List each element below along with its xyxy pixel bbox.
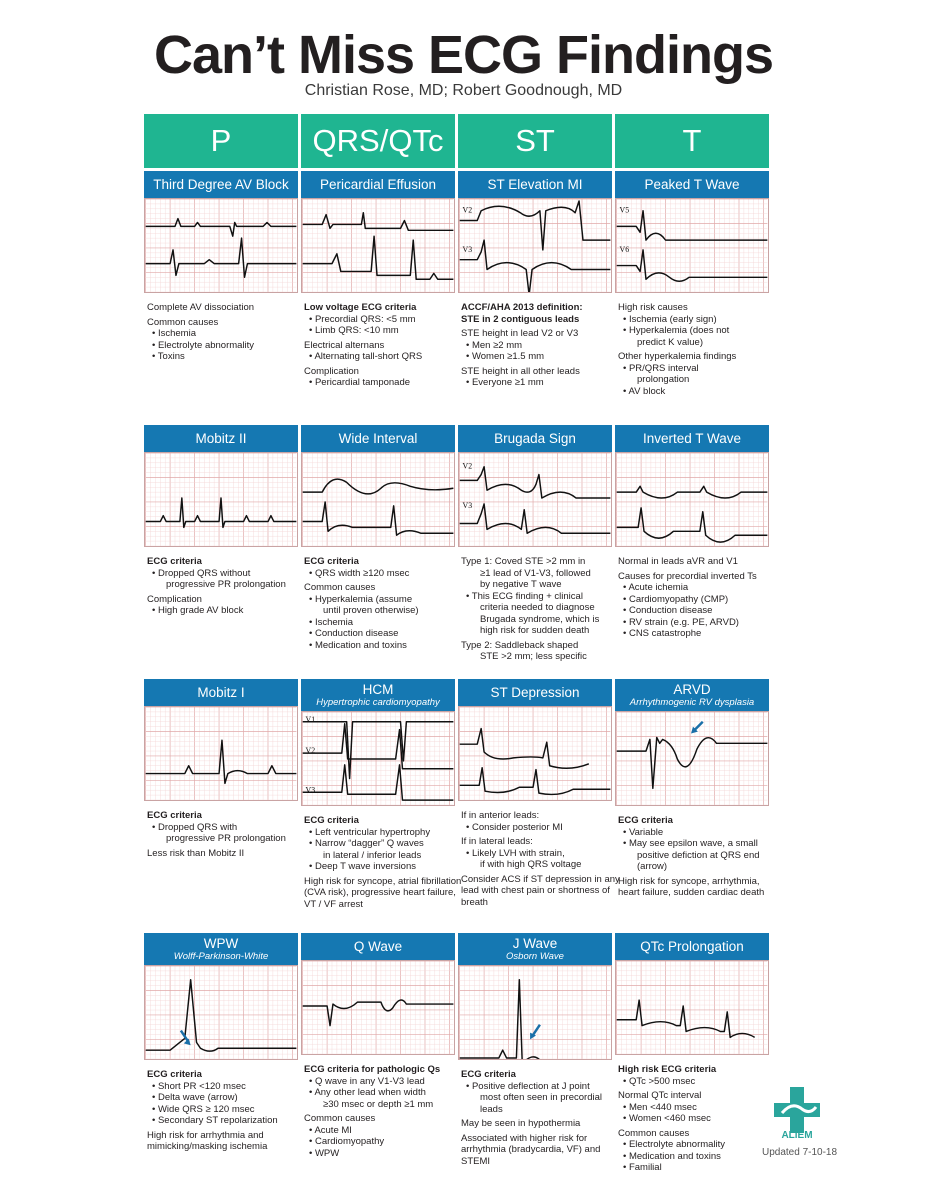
paragraph: Consider ACS if ST depression in any lead with chest pain or shortness of breath xyxy=(461,873,620,908)
bullet-item: • Acute ichemia xyxy=(623,582,689,593)
card-subtitle: Wolff-Parkinson-White xyxy=(173,951,269,962)
bullet-item: • Dropped QRS without xyxy=(152,567,251,579)
page-title: Can’t Miss ECG Findings xyxy=(153,25,774,85)
paragraph: Associated with higher risk for arrhythmia (bradycardia, VF) and STEMI xyxy=(461,1132,601,1167)
finding-card xyxy=(144,679,298,859)
card-title: Q Wave xyxy=(353,939,403,954)
bullet-continuation: positive defiction at QRS end xyxy=(637,849,760,861)
bullet-item: • Hyperkalemia (assume xyxy=(309,593,413,605)
card-description xyxy=(458,556,621,663)
bullet-continuation: (arrow) xyxy=(637,861,668,872)
finding-card xyxy=(458,679,620,908)
card-description xyxy=(301,556,464,651)
criteria-heading: ECG criteria xyxy=(618,815,673,826)
paragraph: High risk for syncope, atrial fibrillation (CVA risk), progressive heart failure, VT / VF arrest xyxy=(304,875,462,910)
lead-label: V2 xyxy=(462,461,473,471)
ecg-trace xyxy=(303,765,454,800)
bullet-item: • Men ≥2 mm xyxy=(466,339,523,351)
paragraph: STE height in all other leads xyxy=(461,365,580,377)
bullet-item: • Consider posterior MI xyxy=(466,821,563,833)
bullet-continuation: ≥30 msec or depth ≥1 mm xyxy=(323,1098,434,1110)
card-title: Mobitz II xyxy=(195,431,247,446)
card-title: J Wave xyxy=(512,936,558,951)
card-description xyxy=(144,302,307,363)
paragraph: STE height in lead V2 or V3 xyxy=(461,328,579,339)
bullet-item: • Likely LVH with strain, xyxy=(466,847,565,859)
bullet-item: • Women <460 msec xyxy=(623,1113,711,1124)
ecg-trace xyxy=(303,479,454,494)
card-title-bar xyxy=(615,933,769,960)
criteria-heading: ECG criteria for pathologic Qs xyxy=(304,1064,441,1075)
bullet-item: • High grade AV block xyxy=(152,605,244,616)
bullet-item: • Ischemia xyxy=(152,328,196,339)
bullet-item: • Secondary ST repolarization xyxy=(152,1115,278,1126)
card-description xyxy=(301,302,464,389)
card-title-bar xyxy=(615,425,769,452)
bullet-continuation: Brugada syndrome, which is xyxy=(480,613,600,625)
logo-text: ALiEM xyxy=(781,1130,813,1141)
ecg-strip xyxy=(301,711,455,806)
card-title-bar xyxy=(301,679,455,711)
paragraph: If in lateral leads: xyxy=(461,836,533,847)
paragraph: Less risk than Mobitz II xyxy=(147,847,245,859)
ecg-trace xyxy=(303,1000,454,1026)
card-title-bar xyxy=(458,679,612,706)
bullet-item: • Hyperkalemia (does not xyxy=(623,325,730,336)
card-description xyxy=(144,1069,307,1153)
bullet-item: • Electrolyte abnormality xyxy=(623,1139,726,1150)
card-description xyxy=(615,556,778,640)
card-title: Brugada Sign xyxy=(494,431,576,446)
bullet-item: • Left ventricular hypertrophy xyxy=(309,826,431,838)
lead-label: V3 xyxy=(462,244,473,254)
authors-line: Christian Rose, MD; Robert Goodnough, MD xyxy=(304,82,623,99)
bullet-item: • Short PR <120 msec xyxy=(152,1080,246,1092)
lead-label: V2 xyxy=(305,746,316,756)
card-title-bar xyxy=(301,171,455,198)
ecg-strip xyxy=(458,706,612,801)
paragraph: Common causes xyxy=(147,316,219,328)
card-title-bar xyxy=(301,425,455,452)
paragraph: Causes for precordial inverted Ts xyxy=(618,570,757,582)
ecg-strip xyxy=(144,706,298,801)
bullet-continuation: progressive PR prolongation xyxy=(166,833,286,844)
card-title: QTc Prolongation xyxy=(640,939,744,954)
bullet-item: • Conduction disease xyxy=(623,605,713,616)
bullet-item: • May see epsilon wave, a small xyxy=(623,838,758,849)
criteria-heading: High risk ECG criteria xyxy=(618,1064,717,1075)
bullet-continuation: most often seen in precordial xyxy=(480,1092,602,1103)
bullet-item: • QRS width ≥120 msec xyxy=(309,567,410,579)
criteria-heading: ECG criteria xyxy=(147,810,202,821)
bullet-item: • Conduction disease xyxy=(309,628,399,639)
bullet-item: • Narrow “dagger” Q waves xyxy=(309,838,424,849)
ecg-strip xyxy=(301,452,455,547)
lead-label: V2 xyxy=(462,205,473,215)
bullet-continuation: progressive PR prolongation xyxy=(166,579,286,590)
ecg-trace xyxy=(460,504,611,533)
bullet-item: • Everyone ≥1 mm xyxy=(466,377,544,388)
bullet-item: • Any other lead when width xyxy=(309,1087,426,1098)
lead-label: V1 xyxy=(305,714,316,724)
bullet-continuation: predict K value) xyxy=(637,336,704,348)
card-title: Pericardial Effusion xyxy=(319,177,437,192)
bullet-item: • Deep T wave inversions xyxy=(309,861,417,872)
card-title-bar xyxy=(144,425,298,452)
card-title: Inverted T Wave xyxy=(642,431,742,446)
card-description xyxy=(144,556,307,617)
card-title: Mobitz I xyxy=(197,685,245,700)
bullet-continuation: criteria needed to diagnose xyxy=(480,602,595,613)
bullet-continuation: prolongation xyxy=(637,374,690,385)
ecg-strip xyxy=(615,960,769,1055)
card-description xyxy=(458,302,621,389)
paragraph: High risk causes xyxy=(618,302,688,313)
paragraph: Complete AV dissociation xyxy=(147,302,255,313)
bullet-continuation: STE >2 mm; less specific xyxy=(480,651,587,662)
card-title-bar xyxy=(458,425,612,452)
card-title: HCM xyxy=(362,682,394,697)
bullet-item: • Positive deflection at J point xyxy=(466,1080,590,1092)
ecg-trace xyxy=(303,722,454,779)
column-header-p: P xyxy=(144,114,298,168)
card-title: Third Degree AV Block xyxy=(153,177,289,192)
finding-card xyxy=(458,425,612,663)
ecg-strip xyxy=(615,198,769,293)
paragraph: Common causes xyxy=(304,1113,376,1124)
criteria-heading: ECG criteria xyxy=(147,556,202,567)
lead-label: V3 xyxy=(305,785,316,795)
bullet-continuation: by negative T wave xyxy=(480,579,562,590)
card-description xyxy=(615,1064,778,1174)
bullet-item: • Electrolyte abnormality xyxy=(152,339,255,351)
criteria-heading: STE in 2 contiguous leads xyxy=(461,313,580,325)
finding-card xyxy=(615,425,769,640)
bullet-item: • PR/QRS interval xyxy=(623,362,699,374)
ecg-trace xyxy=(460,768,611,795)
finding-card xyxy=(615,933,769,1174)
ecg-strip xyxy=(615,452,769,547)
card-description xyxy=(458,810,621,908)
bullet-continuation: in lateral / inferior leads xyxy=(323,849,422,861)
bullet-continuation: ≥1 lead of V1-V3, followed xyxy=(480,567,591,579)
card-title: ST Depression xyxy=(490,685,580,700)
card-title: WPW xyxy=(203,936,239,951)
card-title-bar xyxy=(301,933,455,960)
bullet-item: • Toxins xyxy=(152,351,185,362)
ecg-trace xyxy=(617,250,768,281)
bullet-item: • QTc >500 msec xyxy=(623,1075,696,1087)
lead-label: V5 xyxy=(619,205,630,215)
card-title-bar xyxy=(144,171,298,198)
card-title: ARVD xyxy=(673,682,711,697)
bullet-item: • Acute MI xyxy=(309,1124,352,1136)
paragraph: Common causes xyxy=(618,1127,690,1139)
card-title: Wide Interval xyxy=(338,431,418,446)
paragraph: Electrical alternans xyxy=(304,339,385,351)
card-subtitle: Osborn Wave xyxy=(506,951,564,962)
ecg-trace xyxy=(617,737,768,788)
ecg-trace xyxy=(146,498,297,527)
bullet-item: • Familial xyxy=(623,1162,662,1173)
bullet-item: • Precordial QRS: <5 mm xyxy=(309,313,416,325)
ecg-trace xyxy=(460,201,611,250)
bullet-item: • CNS catastrophe xyxy=(623,628,702,639)
bullet-item: • Wide QRS ≥ 120 msec xyxy=(152,1103,255,1115)
ecg-trace xyxy=(617,508,768,542)
bullet-item: • Men <440 msec xyxy=(623,1101,697,1113)
finding-card xyxy=(615,171,769,397)
finding-card xyxy=(301,425,455,651)
bullet-item: • Medication and toxins xyxy=(309,639,407,651)
bullet-item: • This ECG finding + clinical xyxy=(466,590,583,602)
bullet-item: • AV block xyxy=(623,385,666,397)
bullet-item: • Pericardial tamponade xyxy=(309,377,411,388)
lead-label: V3 xyxy=(462,500,473,510)
criteria-heading: ECG criteria xyxy=(461,1069,516,1080)
ecg-strip xyxy=(301,198,455,293)
bullet-item: • Women ≥1.5 mm xyxy=(466,351,545,362)
lead-label: V6 xyxy=(619,244,630,254)
paragraph: Common causes xyxy=(304,582,376,593)
finding-card xyxy=(458,933,612,1167)
card-description xyxy=(301,1064,464,1159)
card-title-bar xyxy=(458,933,612,965)
bullet-item: • Medication and toxins xyxy=(623,1150,721,1162)
finding-card xyxy=(301,933,455,1159)
bullet-item: • Limb QRS: <10 mm xyxy=(309,325,399,336)
bullet-continuation: high risk for sudden death xyxy=(480,625,590,636)
card-title: Peaked T Wave xyxy=(644,177,740,192)
paragraph: Normal QTc interval xyxy=(618,1090,702,1101)
finding-card xyxy=(301,679,462,910)
paragraph: Other hyperkalemia findings xyxy=(618,351,737,362)
ecg-strip xyxy=(144,965,298,1060)
bullet-item: • Alternating tall-short QRS xyxy=(309,351,423,362)
card-description xyxy=(615,815,778,899)
column-header-st: ST xyxy=(458,114,612,168)
ecg-strip xyxy=(458,452,612,547)
card-subtitle: Hypertrophic cardiomyopathy xyxy=(316,697,440,708)
ecg-strip xyxy=(144,452,298,547)
card-title-bar xyxy=(615,679,769,711)
ecg-trace xyxy=(146,219,297,237)
paragraph: If in anterior leads: xyxy=(461,810,540,821)
ecg-strip xyxy=(144,198,298,293)
card-subtitle: Arrhythmogenic RV dysplasia xyxy=(629,697,755,708)
criteria-heading: ECG criteria xyxy=(304,815,359,826)
card-description xyxy=(615,302,778,397)
criteria-heading: ACCF/AHA 2013 definition: xyxy=(461,302,583,313)
bullet-continuation: leads xyxy=(480,1103,503,1115)
card-title-bar xyxy=(615,171,769,198)
paragraph: Complication xyxy=(147,593,202,605)
aliem-logo-icon xyxy=(772,1075,822,1155)
card-title: ST Elevation MI xyxy=(487,177,583,192)
card-description xyxy=(458,1069,621,1167)
card-description xyxy=(144,810,307,859)
bullet-item: • WPW xyxy=(309,1147,340,1159)
finding-card xyxy=(301,171,455,389)
ecg-trace xyxy=(303,213,454,231)
finding-card xyxy=(458,171,612,389)
bullet-item: • Delta wave (arrow) xyxy=(152,1092,238,1103)
ecg-strip xyxy=(301,960,455,1055)
finding-card xyxy=(144,933,298,1153)
criteria-heading: ECG criteria xyxy=(147,1069,202,1080)
bullet-continuation: until proven otherwise) xyxy=(323,605,419,616)
bullet-item: • Ischemia (early sign) xyxy=(623,313,717,325)
finding-card xyxy=(144,425,298,617)
paragraph: Normal in leads aVR and V1 xyxy=(618,556,738,567)
card-description xyxy=(301,815,464,910)
bullet-continuation: if with high QRS voltage xyxy=(480,859,582,870)
card-title-bar xyxy=(458,171,612,198)
card-title-bar xyxy=(144,933,298,965)
finding-card xyxy=(144,171,298,363)
bullet-item: • RV strain (e.g. PE, ARVD) xyxy=(623,616,739,628)
ecg-strip xyxy=(458,198,612,293)
paragraph: May be seen in hypothermia xyxy=(461,1118,581,1129)
paragraph: Type 1: Coved STE >2 mm in xyxy=(461,556,586,567)
ecg-trace xyxy=(146,740,297,783)
paragraph: Type 2: Saddleback shaped xyxy=(461,639,579,651)
criteria-heading: Low voltage ECG criteria xyxy=(304,302,417,313)
card-title-bar xyxy=(144,679,298,706)
paragraph: High risk for arrhythmia and mimicking/masking ischemia xyxy=(147,1129,268,1152)
column-header-qrs-qtc: QRS/QTc xyxy=(301,114,455,168)
ecg-strip xyxy=(458,965,612,1060)
ecg-strip xyxy=(615,711,769,806)
bullet-item: • Cardiomyopathy (CMP) xyxy=(623,593,729,605)
updated-date: Updated 7-10-18 xyxy=(762,1147,838,1158)
criteria-heading: ECG criteria xyxy=(304,556,359,567)
bullet-item: • Q wave in any V1-V3 lead xyxy=(309,1075,425,1087)
finding-card xyxy=(615,679,769,899)
bullet-item: • Variable xyxy=(623,826,664,838)
bullet-item: • Dropped QRS with xyxy=(152,821,238,833)
column-header-t: T xyxy=(615,114,769,168)
ecg-trace xyxy=(617,211,768,240)
bullet-item: • Cardiomyopathy xyxy=(309,1136,385,1147)
paragraph: Complication xyxy=(304,365,359,377)
paragraph: High risk for syncope, arrhythmia, heart failure, sudden cardiac death xyxy=(618,875,765,898)
bullet-item: • Ischemia xyxy=(309,616,353,628)
